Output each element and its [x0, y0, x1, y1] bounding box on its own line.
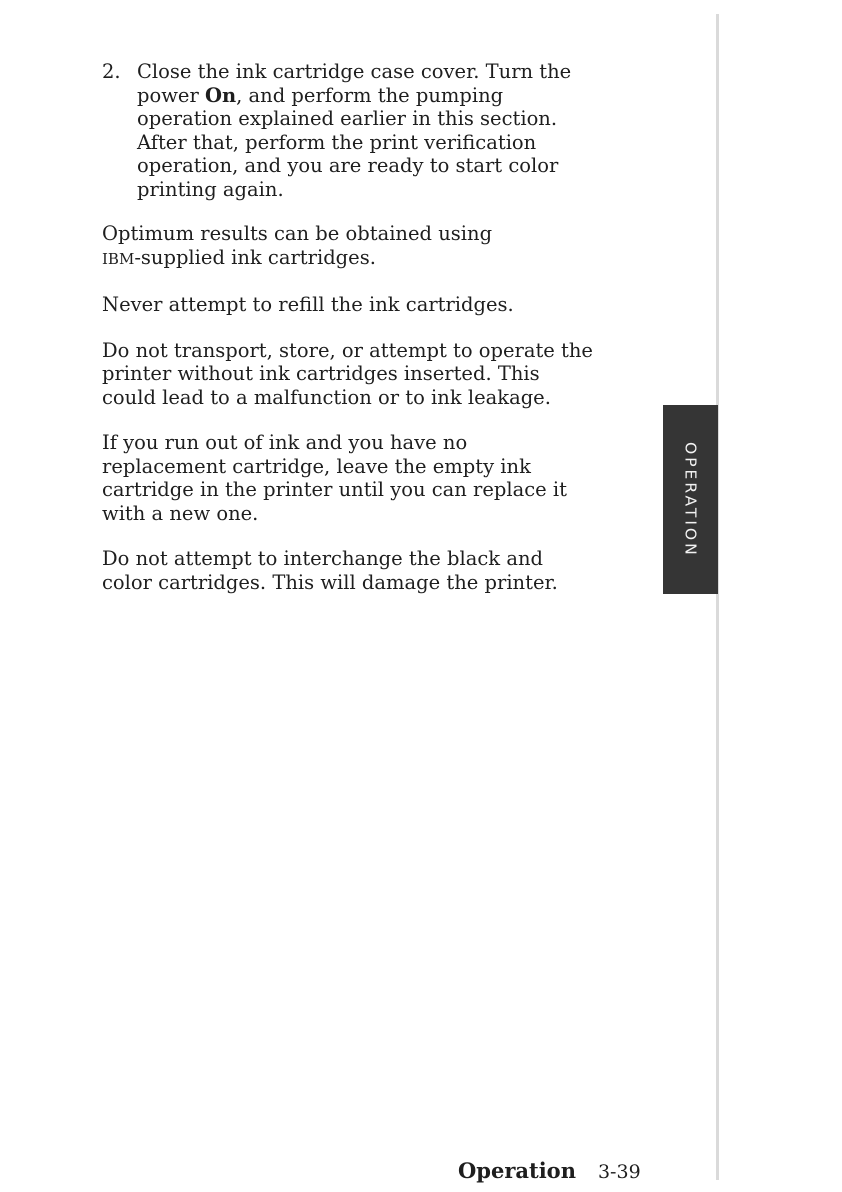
paragraph-transport	[102, 339, 647, 410]
step-line: operation, and you are ready to start color	[137, 154, 559, 177]
paragraph-run-out	[102, 431, 647, 525]
paragraph-line: with a new one.	[102, 501, 259, 525]
step-line-prefix: power	[137, 83, 205, 107]
paragraph-line: cartridge in the printer until you can replace it	[102, 478, 567, 501]
step-2	[102, 60, 647, 201]
page-body	[102, 60, 647, 616]
step-line: operation explained earlier in this section.	[137, 107, 558, 130]
paragraph-never-refill	[102, 293, 647, 317]
ibm-abbreviation: IBM	[102, 249, 135, 268]
step-line: Close the ink cartridge case cover. Turn the	[137, 60, 572, 83]
footer-section-title: Operation	[458, 1158, 576, 1183]
paragraph-interchange	[102, 547, 647, 594]
step-number: 2.	[102, 60, 121, 83]
paragraph-line: printer without ink cartridges inserted. This	[102, 362, 540, 385]
page-footer	[458, 1158, 641, 1183]
paragraph-line: replacement cartridge, leave the empty ink	[102, 454, 531, 478]
paragraph-line	[102, 246, 647, 272]
side-tab-label: OPERATION	[681, 441, 700, 558]
power-on-keyword: On	[204, 83, 237, 107]
paragraph-line: color cartridges. This will damage the printer.	[102, 570, 558, 594]
paragraph-line: Never attempt to refill the ink cartridges.	[102, 293, 514, 316]
footer-page-number: 3-39	[597, 1161, 641, 1183]
step-text	[137, 60, 647, 201]
step-line-suffix: , and perform the pumping	[236, 83, 504, 107]
paragraph-line: Do not attempt to interchange the black and	[102, 547, 543, 570]
paragraph-line: If you run out of ink and you have no	[102, 431, 468, 454]
step-line	[137, 84, 647, 108]
page-edge-rule	[716, 14, 719, 1180]
paragraph-line: Do not transport, store, or attempt to operate the	[102, 338, 593, 362]
paragraph-line: could lead to a malfunction or to ink leakage.	[102, 385, 551, 409]
paragraph-line: Optimum results can be obtained using	[102, 222, 493, 245]
step-line: printing again.	[137, 177, 284, 201]
paragraph-line-rest: -supplied ink cartridges.	[134, 245, 376, 269]
paragraph-optimum	[102, 222, 647, 271]
step-line: After that, perform the print verification	[137, 130, 537, 154]
section-side-tab	[663, 405, 718, 594]
